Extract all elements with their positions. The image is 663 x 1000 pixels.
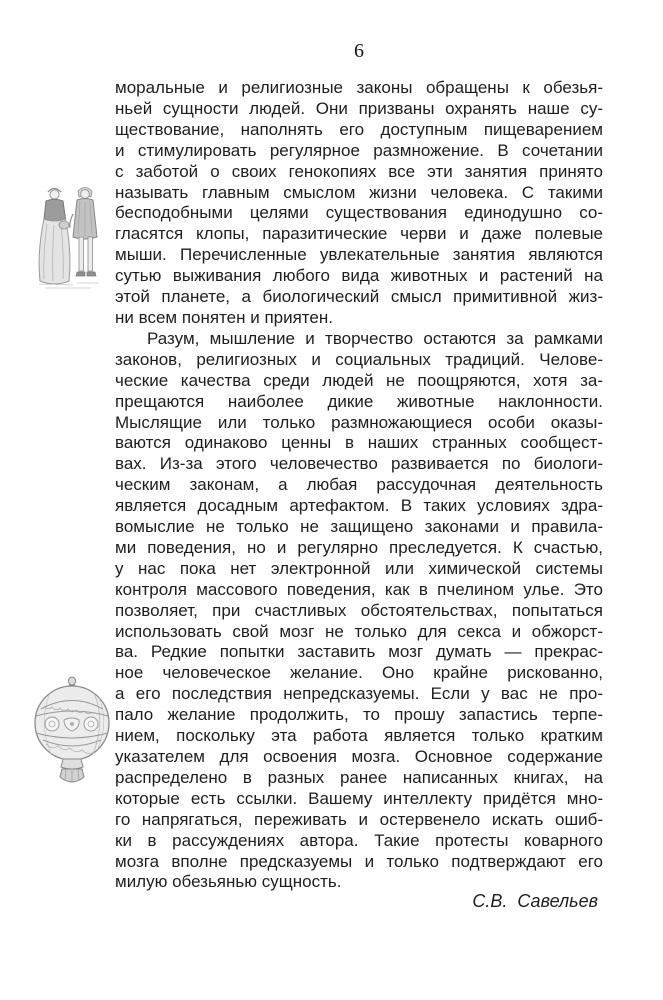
text-line: гласятся клопы, паразитические черви и даже полевые (115, 224, 603, 244)
hot-air-balloon-illustration (32, 676, 112, 788)
text-line: ческим законам, а любая рассудочная деятельность (115, 475, 603, 495)
text-line: законов, религиозных и социальных традиций. Челове- (115, 349, 603, 369)
text-line: ное человеческое желание. Оно крайне рискованно, (115, 663, 603, 683)
text-line: ваются одинаково ценны в наших странных сообщест- (115, 433, 603, 453)
text-line: у нас пока нет электронной или химической системы (115, 558, 603, 578)
text-line: бесподобными целями существования единодушно со- (115, 203, 603, 223)
text-line: ществование, наполнять его доступным пищеварением (115, 119, 603, 139)
page-number: 6 (354, 40, 364, 62)
text-line: нием, поскольку эта работа является только кратким (115, 726, 603, 746)
text-line: указателем для освоения мозга. Основное содержание (115, 747, 603, 766)
text-line: го напрягаться, переживать и остервенело искать ошиб- (115, 809, 603, 829)
text-line: этой планете, а биологический смысл примитивной жиз- (115, 287, 603, 307)
text-line: милую обезьянью сущность. (115, 872, 342, 892)
text-line: использовать свой мозг не только для секса и обжорст- (115, 621, 603, 641)
text-line: контроля массового поведения, как в пчелином улье. Это (115, 579, 603, 599)
author-signature: С.В. Савельев (472, 891, 598, 911)
text-line: моральные и религиозные законы обращены к обезья- (115, 78, 603, 97)
text-line: вах. Из-за этого человечество развивается по биологи- (115, 454, 603, 474)
text-line: а его последствия непредсказуемы. Если у вас не про- (115, 684, 603, 704)
text-line: ческие качества среди людей не поощряются, хотя за- (115, 370, 603, 390)
text-line: ва. Редкие попытки заставить мозг думать — прекрас- (115, 642, 603, 662)
text-line: ньей сущности людей. Они призваны охранять наше су- (115, 98, 603, 118)
text-line: ни всем понятен и приятен. (115, 307, 333, 327)
text-line: сутью выживания любого вида животных и растений на (115, 266, 603, 286)
text-line: Мыслящие или только размножающиеся особи оказы- (115, 412, 603, 432)
text-line: ки в рассуждениях автора. Такие протесты коварного (115, 830, 603, 850)
text-line: прещаются наиболее дикие животные наклонности. (115, 391, 603, 411)
text-block (115, 78, 603, 893)
text-line: пало желание продолжить, то прошу запастись терпе- (115, 705, 603, 725)
couple-engraving-illustration (33, 184, 106, 291)
text-line: позволяет, при счастливых обстоятельствах, попытаться (115, 600, 603, 620)
couple-engraving-icon (33, 184, 106, 291)
text-line: Разум, мышление и творчество остаются за рамками (147, 328, 603, 348)
text-line: которые есть ссылки. Вашему интеллекту придётся мно- (115, 788, 603, 808)
text-line: с заботой о своих генокопиях все эти занятия принято (115, 161, 603, 181)
hot-air-balloon-icon (32, 676, 112, 788)
text-line: мозга вполне предсказуемы и только подтверждают его (115, 851, 603, 871)
text-line: является досадным артефактом. В таких условиях здра- (115, 496, 603, 516)
text-line: ми поведения, но и регулярно преследуется. К счастью, (115, 537, 603, 557)
text-line: называть главным смыслом жизни человека. С такими (115, 182, 603, 202)
text-line: распределено в разных ранее написанных книгах, на (115, 767, 603, 787)
text-line: и стимулировать регулярное размножение. В сочетании (115, 140, 603, 160)
text-line: вомыслие не только не защищено законами и правила- (115, 517, 603, 537)
text-line: мыши. Перечисленные увлекательные занятия являются (115, 245, 603, 265)
